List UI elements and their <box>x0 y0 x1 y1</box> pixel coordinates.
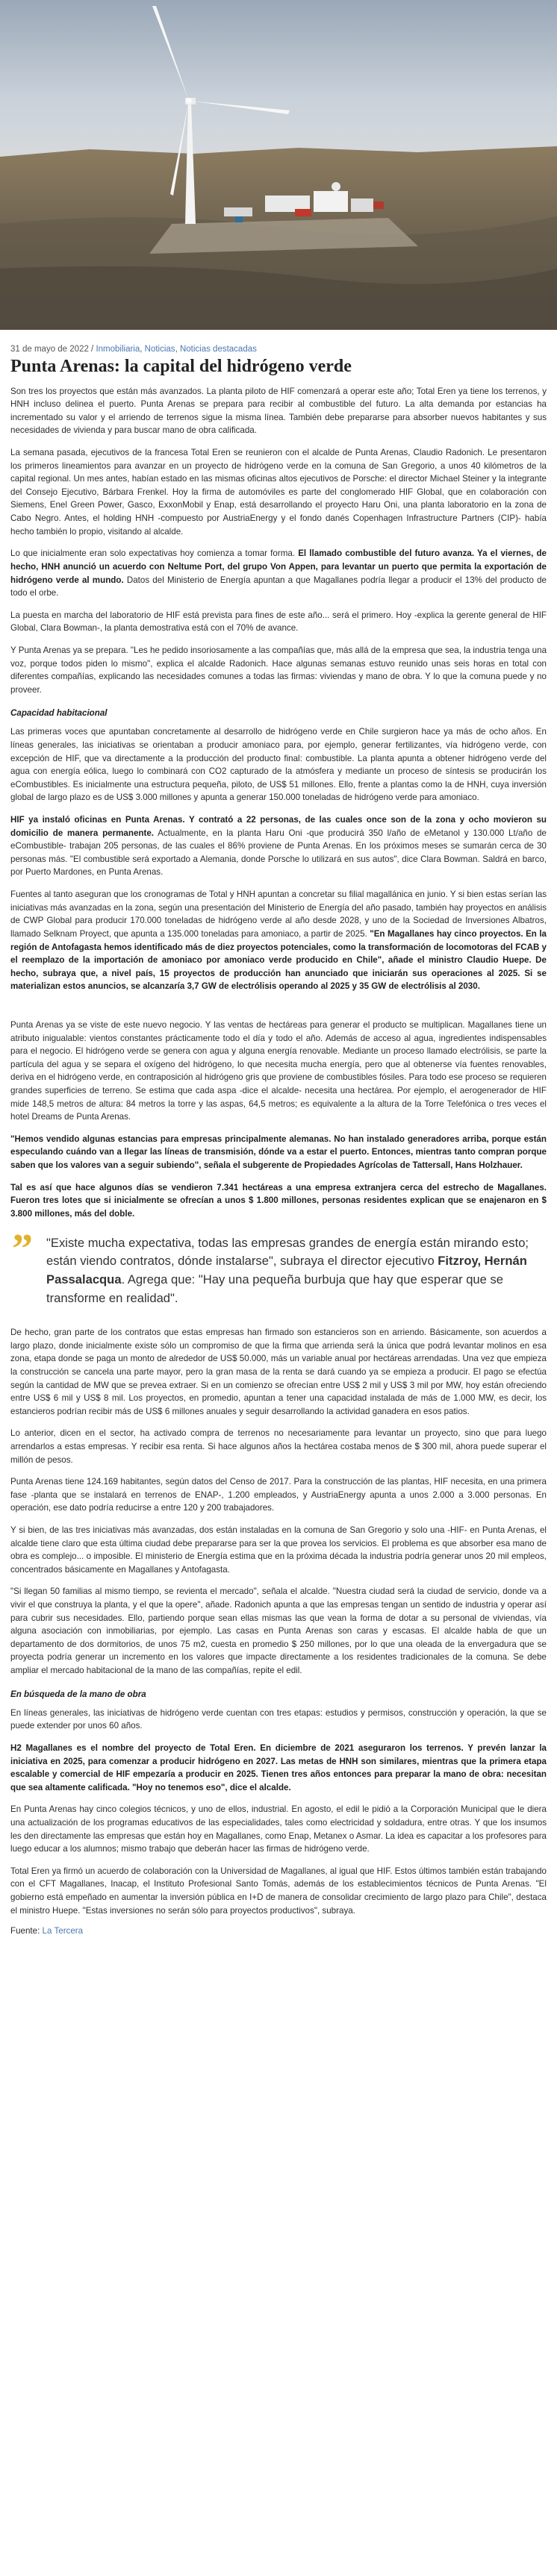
paragraph: Y si bien, de las tres iniciativas más avanzadas, dos están instaladas en la comuna de San Gregorio y solo una -HIF- en Punta Arenas, el alcalde tiene claro que esta última ciudad debe prepararse para ser la que provea los servicios. El problema es que absorber esa mano de obra es complejo... o imposible. El ministerio de Energía estima que en la próxima década la industria podría generar unos 20 mil empleos, concentrados básicamente en Magallanes y Antofagasta. <box>10 1525 547 1575</box>
post-meta: 31 de mayo de 2022 / Inmobiliaria, Noticias, Noticias destacadas <box>10 345 257 354</box>
paragraph: La semana pasada, ejecutivos de la francesa Total Eren se reunieron con el alcalde de Punta Arenas, Claudio Radonich. Le presentaron los primeros lineamientos para avanzar en un proyecto de hidrógeno verde en la comuna de San Gregorio, a unos 40 kilómetros de la capital regional. Un mes antes, habían estado en las mismas oficinas altos ejecutivos de Porsche: el director Michael Steiner y la integrante del Consejo Ejecutivo, Bárbara Frenkel. Hoy la firma de automóviles es parte del conglomerado HIF Global, que en colaboración con Siemens, Enel Green Power, Gasco, ExxonMobil y Enap, está desarrollando el proyecto Haru Oni, una planta laboratorio en la zona de Cabo Negro. Antes, el holding HNH -compuesto por AustriaEnergy y el fondo danés Copenhagen Infrastructure Partners (CIP)- había hecho también lo propio, visitando al alcalde. <box>10 448 547 537</box>
post-date: 31 de mayo de 2022 <box>10 345 89 354</box>
quote-text: "Existe mucha expectativa, todas las empresas grandes de energía están mirando esto; están viendo contratos, dónde instalarse", subraya el director ejecutivo Fitzroy, Hernán Passalacqua. Agrega que: "Hay una pequeña burbuja que hay que esperar que se transforme en realidad". <box>46 1235 529 1306</box>
category-link-noticias[interactable]: Noticias <box>144 345 175 354</box>
section-heading-mano-de-obra: En búsqueda de la mano de obra <box>10 1689 146 1699</box>
paragraph: "Si llegan 50 familias al mismo tiempo, se revienta el mercado", señala el alcalde. "Nuestra ciudad será la ciudad de servicio, donde va a vivir el que construya la planta, y el que la opere", añade. Radonich apunta a que las empresas tengan un sentido de industria y operar así para cubrir sus necesidades. Ello, partiendo porque sean ellas mismas las que vean la forma de dotar a su personal de viviendas, vía alguna asociación con inmobiliarias, por ejemplo. Las casas en Punta Arenas son caras y escasas. El alcalde habla de que un departamento de dos dormitorios, de unos 75 m2, cuesta en promedio $ 250 millones, por lo que una oleada de la envergadura que se proyecta podría generar un incremento en los valores que impacte directamente a los residentes tradicionales de la comuna. Se debe ampliar el mercado habitacional de la mano de las compañías, repite el edil. <box>10 1586 547 1676</box>
article-body <box>0 345 557 1936</box>
paragraph: Punta Arenas tiene 124.169 habitantes, según datos del Censo de 2017. Para la construcción de las plantas, HIF necesita, en una primera fase -planta que se instalará en terrenos de ENAP-, 1.200 empleados, y AustriaEnergy apunta a unos 2.000 a 3.000 personas. En operación, ese dato podría reducirse a entre 120 y 200 trabajadores. <box>10 1477 547 1513</box>
paragraph: Punta Arenas ya se viste de este nuevo negocio. Y las ventas de hectáreas para generar el producto se multiplican. Magallanes tiene un atributo inigualable: vientos constantes prácticamente todo el día y todo el año. Además de acceso al agua, ingredientes indispensables para el negocio. El hidrógeno verde se genera con agua y alguna energía renovable. Mediante un proceso llamado electrólisis, se parte la partícula del agua y se separa el oxígeno del hidrógeno, lo que necesita mucha energía, pero que al obtenerse vía fuentes renovables, deriva en el hidrógeno verde, en contraposición al hidrógeno gris que proviene de combustibles fósiles. Para todo ese proceso se requieren grandes superficies de terreno. Se estima que cada aspa -dice el alcalde- necesita una hectárea. Por ejemplo, el aerogenerador de HIF mide 148,5 metros de altura: 84 metros la torre y las aspas, 64,5 metros; es equivalente a la altura de la Torre Telefónica o tres veces el hotel Dreams de Punta Arenas. <box>10 1019 547 1122</box>
hero-image-wind-turbine <box>0 0 557 330</box>
paragraph: Lo anterior, dicen en el sector, ha activado compra de terrenos no necesariamente para levantar un proyecto, sino que para luego arrendarlos a estas empresas. Y recibir esa renta. Si hace algunos años la hectárea costaba menos de $ 300 mil, ahora puede superar el millón de pesos. <box>10 1428 547 1465</box>
paragraph: Lo que inicialmente eran solo expectativas hoy comienza a tomar forma. El llamado combustible del futuro avanza. Ya el viernes, de hecho, HNH anunció un acuerdo con Neltume Port, del grupo Von Appen, para levantar un puerto que permita la exportación de hidrógeno verde al mundo. Datos del Ministerio de Energía apuntan a que Magallanes podría llegar a producir el 13% del producto de todo el orbe. <box>10 548 547 598</box>
paragraph: Fuentes al tanto aseguran que los cronogramas de Total y HNH apuntan a concretar su filial magallánica en junio. Y si bien estas serían las iniciativas más avanzadas en la zona, según una presentación del Ministerio de Energía del año pasado, también hay proyectos en análisis de CWP Global para producir 170.000 toneladas de hidrógeno verde al año desde 2028, y uno de la Sociedad de Inversiones Albatros, llamado Selknam Proyect, que apunta a 135.000 toneladas para amoniaco, a partir de 2025. "En Magallanes hay cinco proyectos. En la región de Antofagasta hemos identificado más de diez proyectos potenciales, como la transformación de locomotoras del FCAB y el reemplazo de la importación de amoniaco por amoniaco verde producido en Chile", añade el ministro Claudio Huepe. De hecho, subraya que, a nivel país, 15 proyectos de producción han anunciado que iniciarán sus operaciones al 2025. Si se materializan estos anuncios, se alcanzaría 3,7 GW de electrólisis operando al 2025 y 35 GW de electrólisis al 2030. <box>10 890 547 992</box>
source-link[interactable]: La Tercera <box>42 1926 84 1936</box>
paragraph: Total Eren ya firmó un acuerdo de colaboración con la Universidad de Magallanes, al igual que HIF. Estos últimos también están trabajando con el CFT Magallanes, Inacap, el Instituto Profesional Santo Tomás, además de los establecimientos técnicos de Punta Arenas. "El gobierno está empeñado en aumentar la inversión pública en I+D de manera de consolidar crecimiento de largo plazo para Chile", destaca el ministro Huepe. "Estas inversiones no serán sólo para proyectos productivos", subraya. <box>10 1866 547 1916</box>
paragraph: En líneas generales, las iniciativas de hidrógeno verde cuentan con tres etapas: estudios y permisos, construcción y operación, la que se puede extender por unos 60 años. <box>10 1707 547 1731</box>
pull-quote <box>10 1225 547 1309</box>
category-link-inmobiliaria[interactable]: Inmobiliaria <box>96 345 140 354</box>
paragraph: Tal es así que hace algunos días se vendieron 7.341 hectáreas a una empresa extranjera cerca del estrecho de Magallanes. Fueron tres lotes que si inicialmente se ofrecían a unos $ 1.800 millones, personas residentes explican que se enajenaron en $ 3.800 millones, más del doble. <box>10 1182 547 1219</box>
paragraph: En Punta Arenas hay cinco colegios técnicos, y uno de ellos, industrial. En agosto, el edil le pidió a la Corporación Municipal que le diera una actualización de los programas educativos de las especialidades, tales como electricidad y soldadura, entre otras. Y que los insumos les den directamente las empresas que están hoy en Magallanes, como Enap, Metanex o Asmar. La idea es capacitar a los profesores para luego educar a los alumnos; mismo trabajo que deberán hacer las firmas de hidrógeno verde. <box>10 1804 547 1854</box>
paragraph: Y Punta Arenas ya se prepara. "Les he pedido insoriosamente a las compañías que, más allá de la empresa que sea, la industria tenga una voz, porque todos piden lo mismo", explica el alcalde Radonich. Hace algunas semanas estuvo reunido unas seis horas en total con diferentes compañías, explicando las necesidades comunes a todas las firmas: viviendas y mano de obra. Y lo que la comuna puede y no proveer. <box>10 645 547 695</box>
section-heading-capacidad: Capacidad habitacional <box>10 708 108 719</box>
paragraph: De hecho, gran parte de los contratos que estas empresas han firmado son estancieros son en arriendo. Básicamente, son acuerdos a largo plazo, donde inicialmente existe sólo un compromiso de que la firma que arrienda será la única que podrá levantar molinos en esa zona, etapa donde se paga un monto de alrededor de US$ 50.000, más un variable anual por hectáreas arrendadas. Una vez que empieza la construcción se cancela una parte mayor, pero la gran masa de la renta se dará cuando ya se empieza a producir. El pago se efectúa según la cantidad de MW que se prevea extraer. Si en un comienzo se ofrecían entre US$ 2 mil y US$ 3 mil por MW, hoy están ofreciendo entre US$ 6 mil y US$ 8 mil. Los proyectos, en promedio, apuntan a tener una capacidad instalada de más de 1.000 MW, es decir, los estancieros podrían recibir más de US$ 6 millones anuales y seguir desarrollando la actividad ganadera en esos patios. <box>10 1328 547 1416</box>
paragraph: HIF ya instaló oficinas en Punta Arenas. Y contrató a 22 personas, de las cuales once son de la zona y ocho movieron su domicilio de manera permanente. Actualmente, en la planta Haru Oni -que producirá 350 l/año de eMetanol y 130.000 Lt/año de eCombustible- trabajan 205 personas, de las cuales el 86% proviene de Punta Arenas. En los próximos meses se sumarán cerca de 30 personas más. "El combustible será exportado a Alemania, donde Porsche lo utilizará en sus autos", dice Clara Bowman. Saldrá en barco, por Puerto Mardones, en Punta Arenas. <box>10 815 547 878</box>
paragraph: La puesta en marcha del laboratorio de HIF está prevista para fines de este año... será el primero. Hoy -explica la gerente general de HIF Global, Clara Bowman-, la planta demostrativa está con el 70% de avance. <box>10 610 547 634</box>
article-source: Fuente: La Tercera <box>10 1926 84 1936</box>
article-title: Punta Arenas: la capital del hidrógeno verde <box>10 357 352 376</box>
quote-mark-icon: ” <box>12 1225 33 1272</box>
category-link-noticias-destacadas[interactable]: Noticias destacadas <box>179 345 257 354</box>
paragraph: "Hemos vendido algunas estancias para empresas principalmente alemanas. No han instalado generadores arriba, porque están especulando cuándo van a llegar las líneas de transmisión, dónde va a estar el puerto. Entonces, mientras tanto compran porque saben que los valores van a seguir subiendo", señala el subgerente de Propiedades Agrícolas de Tattersall, Hans Holzhauer. <box>10 1134 547 1171</box>
paragraph: Las primeras voces que apuntaban concretamente al desarrollo de hidrógeno verde en Chile surgieron hace ya más de ocho años. En líneas generales, las iniciativas se orientaban a producir amoniaco para, por ejemplo, generar fertilizantes, vía hidrógeno verde, con excepción de HIF, que va directamente a la producción del producto final: combustible. La planta apunta a obtener hidrógeno verde del agua con energía eólica, luego lo combinará con CO2 capturado de la atmósfera y mediante un proceso de síntesis se producirán los eCombustibles. Es inicialmente una estructura pequeña, piloto, de US$ 51 millones. Ello, frente a plantas como la de HNH, cuya inversión global de largo plazo es de US$ 3.000 millones y apunta a generar 150.000 toneladas de hidrógeno verde para amoniaco. <box>10 727 547 803</box>
paragraph: Son tres los proyectos que están más avanzados. La planta piloto de HIF comenzará a operar este año; Total Eren ya tiene los terrenos, y HNH incluso delinea el puerto. Punta Arenas se prepara para recibir al combustible del futuro. La alta demanda por estancias ha incrementado su valor y el arriendo de terrenos sigue la misma línea. También debe prepararse para absorber nuevos habitantes y sus necesidades de vivienda y para buscar mano de obra calificada. <box>10 386 547 436</box>
wind-turbine-landscape <box>0 0 557 330</box>
paragraph: H2 Magallanes es el nombre del proyecto de Total Eren. En diciembre de 2021 aseguraron los terrenos. Y prevén lanzar la iniciativa en 2025, para comenzar a producir hidrógeno en 2027. Las metas de HNH son similares, mientras que la primera etapa escalable y comercial de HIF empezaría a producir en 2025. Tienen tres años entonces para preparar la mano de obra: necesitan que sea altamente calificada. "Hoy no tenemos eso", dice el alcalde. <box>10 1742 547 1792</box>
